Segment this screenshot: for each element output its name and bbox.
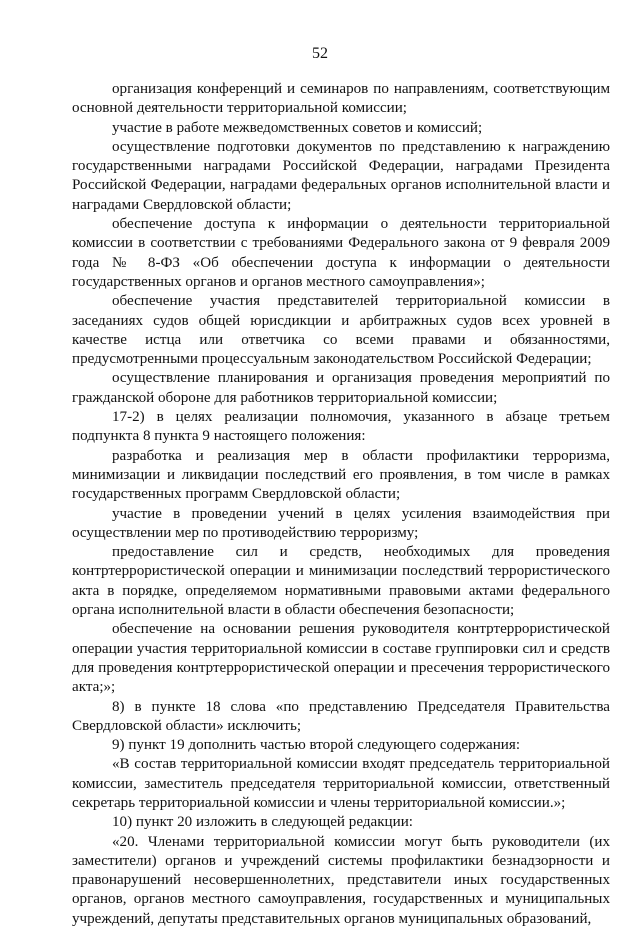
- paragraph: организация конференций и семинаров по направлениям, соответствующим основной деятельности территориальной комиссии;: [72, 81, 610, 117]
- paragraph: обеспечение на основании решения руководителя контртеррористической операции участия территориальной комиссии в составе группировки сил и средств для проведения контртеррористической операции и пресечения террористического акта;»;: [72, 621, 610, 696]
- paragraph: обеспечение участия представителей территориальной комиссии в заседаниях судов общей юрисдикции и арбитражных судов всех уровней в качестве истца или ответчика со всеми правами и обязанностями, предусмотренными процессуальным законодательством Российской Федерации;: [72, 293, 610, 368]
- paragraph: «20. Членами территориальной комиссии могут быть руководители (их заместители) органов и учреждений системы профилактики безнадзорности и правонарушений несовершеннолетних, представители иных государственных органов, органов местного самоуправления, государственных и муниципальных учреждений, депутаты представительных органов муниципальных образований,: [72, 833, 610, 927]
- paragraph: 10) пункт 20 изложить в следующей редакции:: [112, 814, 413, 831]
- paragraph: осуществление планирования и организация проведения мероприятий по гражданской обороне для работников территориальной комиссии;: [72, 370, 610, 406]
- document-body: [72, 80, 610, 929]
- paragraph: предоставление сил и средств, необходимых для проведения контртеррористической операции и минимизации последствий террористического акта в порядке, определяемом нормативными правовыми актами федерального органа исполнительной власти в области обеспечения безопасности;: [72, 544, 610, 619]
- paragraph: осуществление подготовки документов по представлению к награждению государственными наградами Российской Федерации, наградами Президента Российской Федерации, наградами федеральных органов исполнительной власти и наградами Свердловской области;: [72, 138, 610, 213]
- paragraph: разработка и реализация мер в области профилактики терроризма, минимизации и ликвидации последствий его проявления, в том числе в рамках государственных программ Свердловской области;: [72, 447, 610, 503]
- paragraph: обеспечение доступа к информации о деятельности территориальной комиссии в соответствии с требованиями Федерального закона от 9 февраля 2009 года № 8-ФЗ «Об обеспечении доступа к информации о деятельности государственных органов и органов местного самоуправления»;: [72, 216, 610, 290]
- paragraph: «В состав территориальной комиссии входят председатель территориальной комиссии, заместитель председателя территориальной комиссии, ответственный секретарь территориальной комиссии и члены территориальной комиссии.»;: [72, 756, 610, 811]
- paragraph: 8) в пункте 18 слова «по представлению Председателя Правительства Свердловской области» исключить;: [72, 698, 610, 734]
- paragraph: 17-2) в целях реализации полномочия, указанного в абзаце третьем подпункта 8 пункта 9 настоящего положения:: [72, 409, 610, 445]
- page-number: 52: [312, 45, 328, 62]
- paragraph: участие в работе межведомственных советов и комиссий;: [112, 119, 483, 136]
- paragraph: участие в проведении учений в целях усиления взаимодействия при осуществлении мер по противодействию терроризму;: [72, 505, 610, 541]
- paragraph: 9) пункт 19 дополнить частью второй следующего содержания:: [112, 737, 521, 754]
